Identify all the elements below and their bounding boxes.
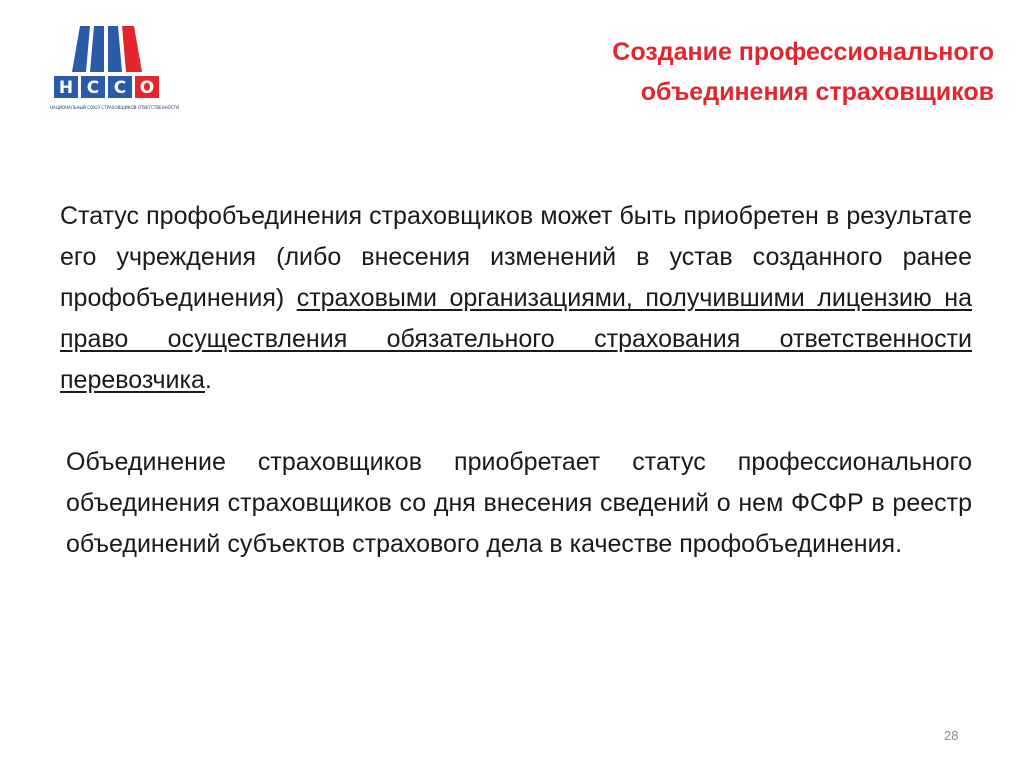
- logo: [50, 20, 179, 116]
- logo-caption: НАЦИОНАЛЬНЫЙ СОЮЗ СТРАХОВЩИКОВ ОТВЕТСТВЕННОСТИ: [50, 105, 179, 110]
- logo-letter-2: С: [86, 78, 100, 98]
- logo-letter-4: О: [139, 78, 155, 98]
- paragraph-1-underlined: страховыми организациями, получившими лицензию на право осуществления обязательного страхования ответственности перевозчика: [60, 284, 972, 394]
- paragraph-1-start: Статус профобъединения страховщиков может быть приобретен в результате его учреждения (либо внесения изменений в устав созданного ранее профобъединения): [60, 202, 972, 312]
- page-title: [474, 32, 994, 112]
- page-title-line-2: объединения страховщиков: [640, 78, 994, 106]
- logo-letter-3: С: [113, 78, 127, 98]
- page-number: 28: [944, 728, 959, 743]
- paragraph-1: [60, 196, 972, 401]
- paragraph-1-end: .: [204, 366, 212, 394]
- paragraph-2: Объединение страховщиков приобретает статус профессионального объединения страховщиков со дня внесения сведений о нем ФСФР в реестр объединений субъектов страхового дела в качестве профобъединения.: [66, 448, 972, 558]
- logo-letter-1: Н: [58, 78, 74, 98]
- main-content: [60, 196, 972, 565]
- page-title-line-1: Создание профессионального: [612, 38, 994, 66]
- nsso-logo-icon: [50, 20, 166, 104]
